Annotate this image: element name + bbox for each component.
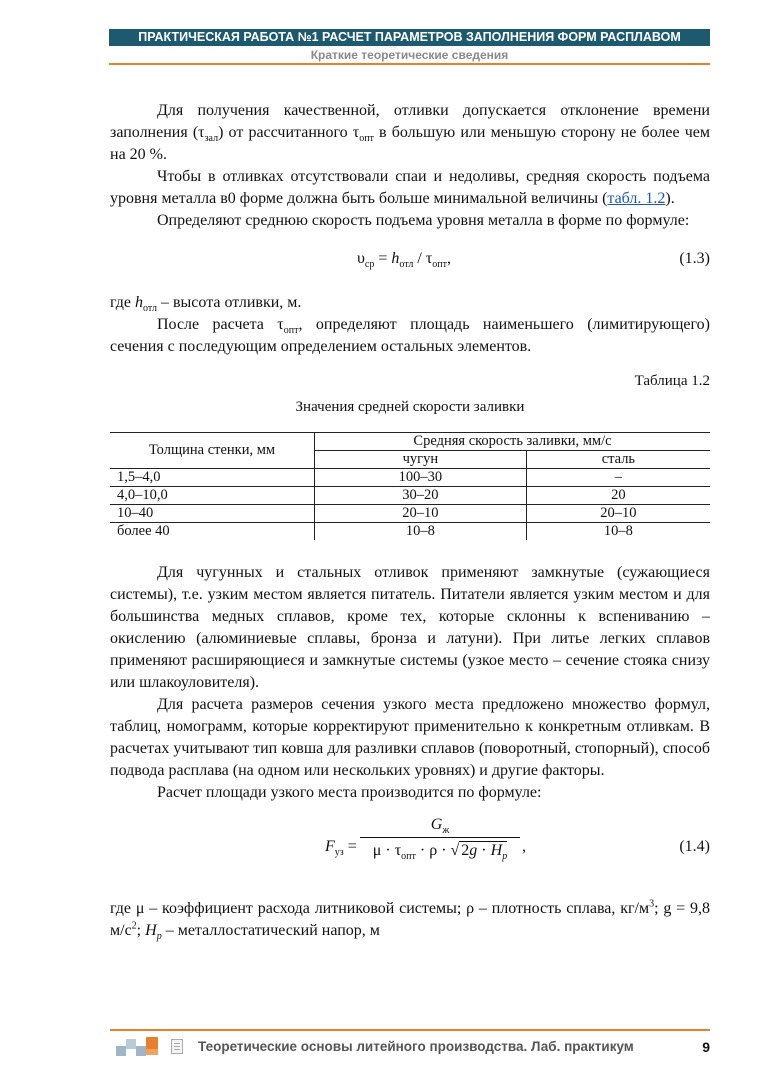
table-header-steel: сталь [526,451,710,469]
table-row: 1,5–4,0 100–30 – [110,469,710,487]
paragraph-4: где $h_{отл}$ – высота отливки, м. [110,294,302,315]
footer-divider [110,1029,710,1031]
formula-number: (1.3) [679,250,710,267]
formula-1-4: $F_{уз}$ = $G_ж$ $\mu \cdot \tau_{опт} \cdot \rho$ · √ $2g \cdot H_p$ , (1.4) [325,816,710,863]
paragraph-7: Для расчета размеров сечения узкого места предложено множество формул, таблиц, номограмм, которые корректируют применительно к конкретным отливкам. В расчетах учитывают тип ковша для разливки сплавов (поворотный, стопорный), способ подвода расплава (на одном или нескольких уровнях) и другие факторы. [110,696,710,779]
publisher-logo-icon [116,1035,162,1057]
header-divider [109,63,710,65]
chapter-title: ПРАКТИЧЕСКАЯ РАБОТА №1 РАСЧЕТ ПАРАМЕТРОВ ЗАПОЛНЕНИЯ ФОРМ РАСПЛАВОМ [109,29,710,46]
page-content [110,100,710,942]
paragraph-5: После расчета $\tau_{опт}$, определяют площадь наименьшего (лимитирующего) сечения с последующим определением остальных элементов. [110,316,710,355]
section-subtitle: Краткие теоретические сведения [310,48,509,62]
paragraph-1: Для получения качественной, отливки допускается отклонение времени заполнения $(\tau_{зал})$ от рассчитанного $\tau_{опт}$ в большую или меньшую сторону не более чем на 20 %. [110,102,711,163]
sqrt-icon: √ [450,842,460,859]
paragraph-9: где μ – коэффициент расхода литниковой системы; ρ – плотность сплава, $кг/м^3$; g = 9,8 $м/с^2$; $H_р$ – металлостатический напор, м [110,898,710,943]
paragraph-6: Для чугунных и стальных отливок применяют замкнутые (сужающиеся системы), т.е. узким местом является питатель. Питатели является узким местом и для большинства медных сплавов, кроме тех, которые склонны к вспениванию – окислению (алюминиевые сплавы, бронза и латуни). При литье легких сплавов применяют расширяющиеся и замкнутые системы (узкое место – сечение стояка снизу или шлакоуловителя). [110,564,710,691]
table-1-2-link[interactable]: табл. 1.2 [607,190,666,207]
table-header-thickness: Толщина стенки, мм [110,433,315,469]
table-header-speed: Средняя скорость заливки, мм/с [315,433,711,451]
document-icon [171,1039,183,1054]
formula-fraction: $G_ж$ $\mu \cdot \tau_{опт} \cdot \rho$ · √ $2g \cdot H_p$ [360,814,520,863]
table-header-cast-iron: чугун [315,451,527,469]
table-label: Таблица 1.2 [634,373,710,389]
paragraph-3: Определяют среднюю скорость подъема уровня металла в форме по формуле: [157,212,690,229]
speed-table [110,432,710,540]
table-caption: Значения средней скорости заливки [295,399,525,415]
table-row: 4,0–10,0 30–20 20 [110,487,710,505]
footer-title: Теоретические основы литейного производства. Лаб. практикум [198,1039,634,1054]
formula-1-3: $\upsilon_{ср} = h_{отл} / \tau_{опт}$, (1.3) [357,250,710,271]
paragraph-2: Чтобы в отливках отсутствовали спаи и недоливы, средняя скорость подъема уровня металла в0 форме должна быть больше минимальной величины (табл. 1.2). [110,168,710,207]
page-number: 9 [702,1039,710,1055]
table-row: 10–40 20–10 20–10 [110,505,710,523]
formula-number: (1.4) [679,838,710,855]
table-row: более 40 10–8 10–8 [110,523,710,541]
paragraph-8: Расчет площади узкого места производится по формуле: [157,784,542,801]
